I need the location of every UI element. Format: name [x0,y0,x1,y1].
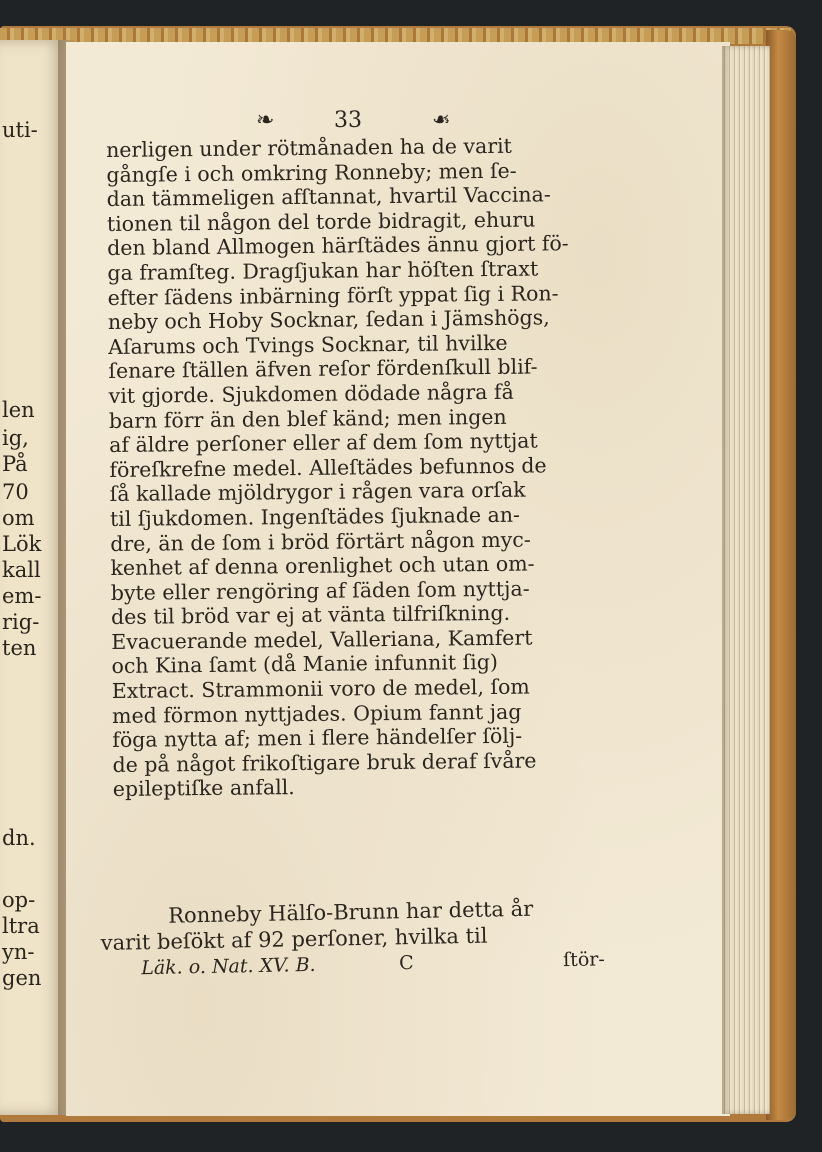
text-line: epileptiſke anfall. [112,775,295,802]
signature-mark: C [398,951,414,975]
left-page-fragment: uti- [2,118,38,142]
left-page-fragment: om [2,506,35,530]
text-line: varit beſökt af 92 perſoner, hvilka til [100,923,488,955]
text-line: ga framſteg. Dragſjukan har höſten ſtraxt [107,256,539,285]
left-page-fragment: yn- [2,940,35,964]
left-page-fragment: rig- [2,610,40,634]
left-page-fragment: kall [2,558,41,582]
page-number: 33 [334,108,362,133]
left-page-fragment: 70 [2,480,29,504]
text-line: föga nytta af; men i flere händelſer ſölj- [112,723,523,753]
ornament-right-icon: ❧ [432,108,451,133]
text-line: dre, än de ſom i bröd förtärt någon myc- [110,527,531,556]
left-page-fragment: ltra [2,914,40,938]
text-line: och Kina ſamt (då Manie infunnit ſig) [111,650,499,679]
text-line: ſenare ſtällen äfven reſor fördenſkull blif- [108,354,538,384]
text-line: kenhet af denna orenlighet och utan om- [110,551,535,581]
text-line: Aſarums och Tvings Socknar, til hvilke [108,330,508,359]
text-line: Evacuerande medel, Valleriana, Kamfert [111,625,533,654]
text-line: til ſjukdomen. Ingenſtädes ſjuknade an- [109,502,521,531]
text-line: af äldre perſoner eller af dem ſom nyttjat [109,428,538,458]
left-page-fragment: em- [2,584,42,608]
closing-paragraph [100,893,681,982]
signature-abbreviation: Läk. o. Nat. XV. B. [141,953,316,980]
left-page-fragment: ig, [2,426,29,450]
text-line: neby och Hoby Socknar, ſedan i Jämshögs, [107,305,550,335]
text-line: efter ſädens inbärning förſt yppat ſig i Ron- [107,280,559,310]
text-line: föreſkrefne medel. Alleſtädes befunnos de [109,453,547,482]
left-page-fragment: På [2,452,28,476]
text-line: des til bröd var ej at vänta tilfriſkning. [110,601,511,630]
text-line: Extract. Strammonii voro de medel, ſom [111,674,530,704]
left-page-fragment: len [2,398,35,422]
left-page-fragment: dn. [2,826,36,850]
left-page-fragment: Lök [2,532,42,556]
text-line: Ronneby Hälſo-Brunn har detta år [168,896,534,928]
text-line: de på något frikoſtigare bruk deraf ſvåre [112,748,537,777]
body-text [106,132,673,802]
ornament-left-icon: ❧ [256,108,275,133]
page-block-edges [722,46,770,1114]
cover-right-edge [766,30,796,1120]
catchword: ſtör- [562,948,605,972]
text-line: tionen til någon del torde bidragit, ehuru [106,207,536,236]
text-line: vit gjorde. Sjukdomen dödade några få [108,379,514,408]
text-line: den bland Allmogen härſtädes ännu gjort fö- [107,231,569,261]
text-line: ſå kallade mjöldrygor i rågen vara orſak [109,477,526,507]
right-page [66,42,730,1116]
text-line: med förmon nyttjades. Opium fannt jag [111,699,522,728]
text-line: gångſe i och omkring Ronneby; men ſe- [106,158,517,187]
text-line: nerligen under rötmånaden ha de varit [106,133,512,162]
left-page-fragment: gen [2,966,42,990]
text-line: byte eller rengöring af ſäden ſom nyttja- [110,576,530,605]
text-line: barn förr än den blef känd; men ingen [108,404,507,433]
left-page-fragment: op- [2,888,36,912]
left-page-fragment: ten [2,636,37,660]
text-line: dan tämmeligen afſtannat, hvartil Vaccina- [106,182,551,212]
left-facing-page [0,40,66,1115]
